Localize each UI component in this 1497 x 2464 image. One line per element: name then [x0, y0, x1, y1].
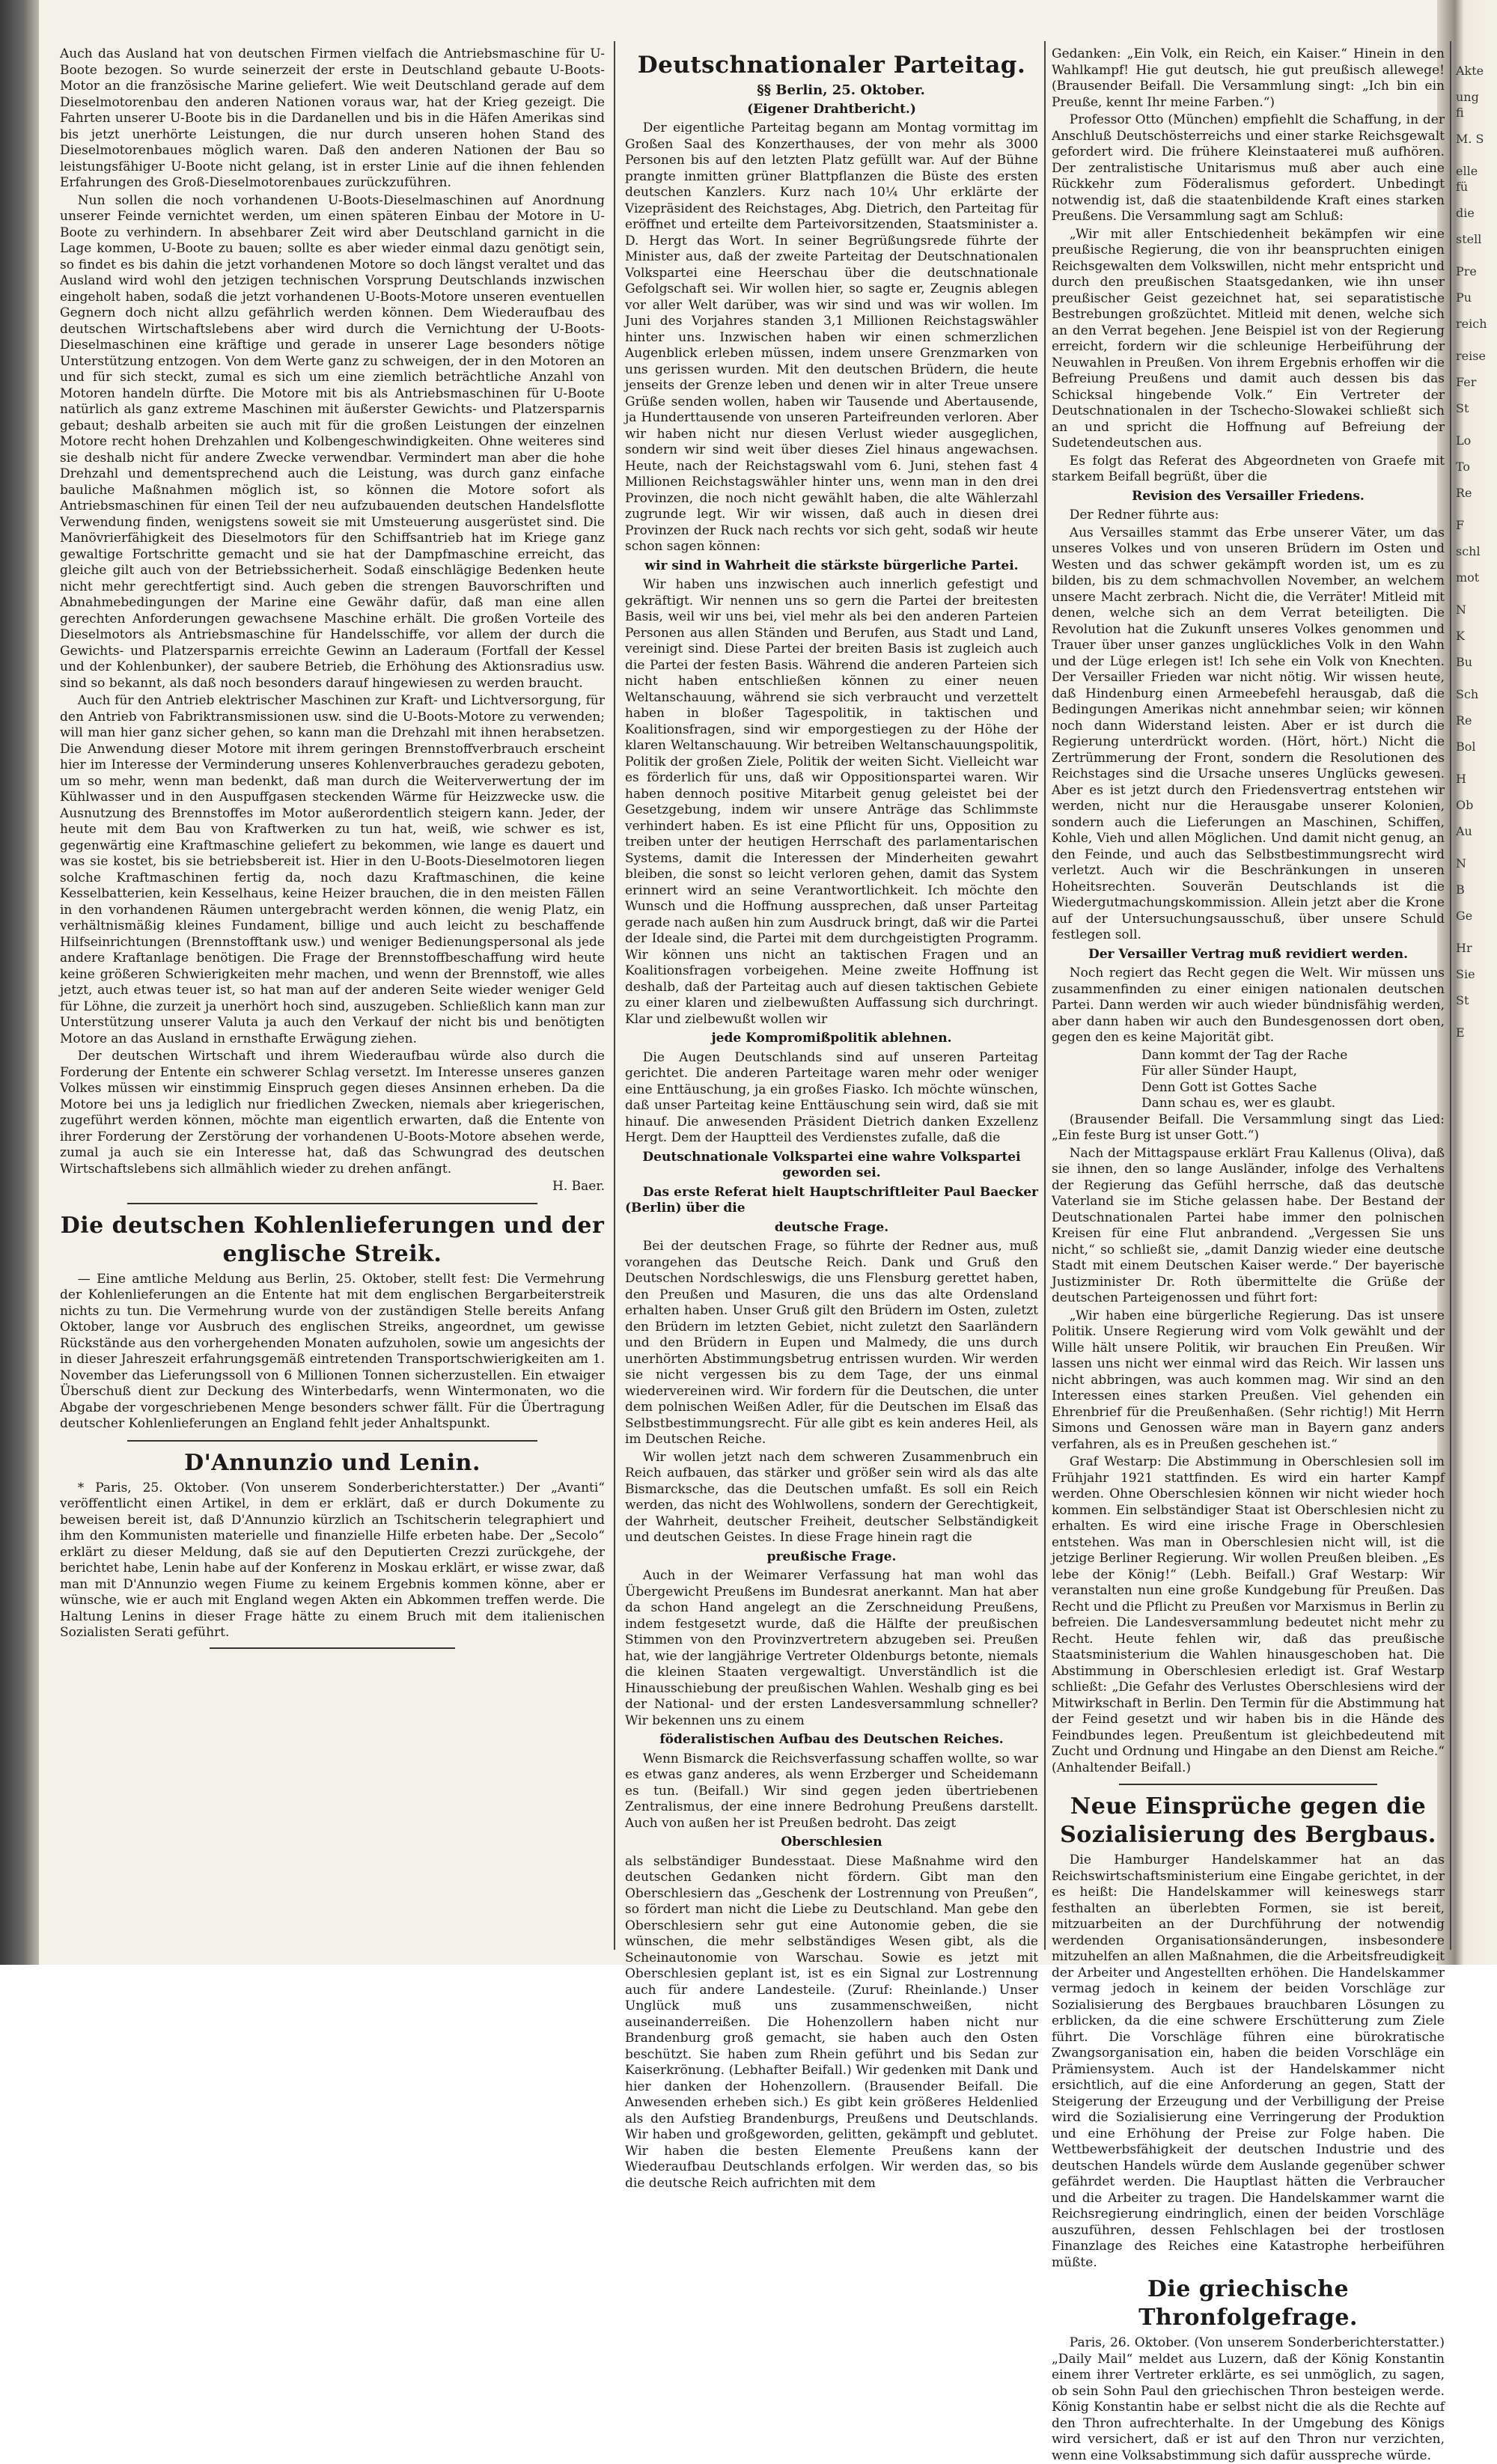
article-paragraph: Bei der deutschen Frage, so führte der Redner aus, muß vorangehen das Deutsche Reich. Dank und Gruß den Deutschen Nordschleswigs, die uns Flensburg gerettet haben, den Preußen und Masuren, die uns das alte Ordensland erhalten haben. Unser Gruß gilt den Brüdern im Osten, zuletzt den Brüdern im letzten Gebiet, nicht zuletzt den Saarländern und den Brüdern in Eupen und Malmedy, die uns durch unerhörten Abstimmungsbetrug entrissen wurden. Wir werden sie nicht vergessen bis zu dem Tage, der uns einmal wiedervereinen wird. Wir fordern für die Deutschen, die unter dem polnischen Weißen Adler, für die Deutschen im Elsaß das Selbstbestimmungsrecht. Für alle gibt es kein anderes Heil, als im Deutschen Reiche.: [625, 1239, 1038, 1447]
article-paragraph: Noch regiert das Recht gegen die Welt. Wir müssen uns zusammenfinden zu einer einigen nationalen deutschen Partei. Dann werden wir auch wieder bündnisfähig werden, aber dann haben wir auch den Bundesgenossen dort oben, gegen den es keine Majorität gibt.: [1052, 966, 1445, 1045]
article-paragraph: „Wir haben eine bürgerliche Regierung. Das ist unsere Politik. Unsere Regierung wird vom Volk gewählt und der Wille hält unsere Politik, wir brauchen Ein Preußen. Wir lassen uns nicht wer einmal wird das Reich. Wir lassen uns nicht abbringen, was auch kommen mag. Wir sind an den Interessen eines starken Preußen. Viel gehenden ein Ehrenbrief für die Preußenhaßen. (Sehr richtig!) Mit Herrn Simons und Genossen wäre man in Bayern ganz anders verfahren, als es in Preußen geschehen ist.“: [1052, 1308, 1445, 1452]
article-paragraph: Auch für den Antrieb elektrischer Maschinen zur Kraft- und Lichtversorgung, für den Antrieb von Fabriktransmissionen usw. sind die U-Boots-Motore zu verwenden; will man hier ganz sicher gehen, so kann man die Drehzahl mit ihnen herabsetzen. Die Anwendung dieser Motore mit ihrem geringen Brennstoffverbrauch erscheint hier im Interesse der Verminderung unseres Kohlenverbrauches geradezu geboten, um so mehr, wenn man bedenkt, daß man durch die Weiterverwertung der im Kühlwasser und in den Auspuffgasen steckenden Wärme für Heizzwecke usw. die Ausnutzung des Brennstoffes im Motor außerordentlich steigern kann. Jeder, der heute mit dem Bau von Kraftwerken zu tun hat, weiß, wie schwer es ist, gegenwärtig eine Kraftmaschine geliefert zu bekommen, wie lange es dauert und was sie kostet, bis sie betriebsbereit ist. Hier in den U-Boots-Dieselmotoren liegen solche Kraftmaschinen fertig da, noch dazu Kraftmaschinen, die keine Kesselbatterien, kein Kesselhaus, keine Heizer brauchen, die in den meisten Fällen in den vorhandenen Räumen untergebracht werden können, die wenig Platz, ein verhältnismäßig kleines Fundament, billige und auch leicht zu beschaffende Hilfseinrichtungen (Brennstofftank usw.) und weniger Bedienungspersonal als jede andere Kraftanlage benötigen. Die Frage der Brennstoffbeschaffung wird heute keine größeren Schwierigkeiten mehr machen, und wenn der Brennstoff, wie alles jetzt, auch etwas teuer ist, so hat man auf der anderen Seite wieder weniger Geld für Löhne, die zurzeit ja unerhört hoch sind, auszugeben. Schließlich kann man zur Unterstützung unserer Valuta ja auch den Verkauf der nicht bis und benötigten Motore an das Ausland in ernsthafte Erwägung ziehen.: [60, 693, 605, 1046]
section-subheading: Revision des Versailler Friedens.: [1132, 488, 1365, 504]
article-separator: [127, 1440, 537, 1442]
article-paragraph: Der deutschen Wirtschaft und ihrem Wiederaufbau würde also durch die Forderung der Entente ein schwerer Schlag versetzt. Im Interesse unseres ganzen Volkes müssen wir einstimmig Einspruch gegen dieses Ansinnen erheben. Da die Motore bei uns ja lediglich nur friedlichen Zwecken, niemals aber kriegerischen, zugeführt werden können, möchte man eigentlich erwarten, daß die Entente von ihrer Forderung der Zerstörung der vorhandenen U-Boots-Motore absehen werde, zumal ja auch sie ein Interesse hat, daß das Schwungrad des deutschen Wirtschaftslebens sich allmählich wieder zu drehen anfängt.: [60, 1049, 605, 1177]
article-paragraph: Wenn Bismarck die Reichsverfassung schaffen wollte, so war es etwas ganz anderes, als wenn Erzberger und Scheidemann es tun. (Beifall.) Wir sind gegen jeden übertriebenen Zentralismus, der eine innere Bedrohung Preußens darstellt. Auch von außen her ist Preußen bedroht. Das zeigt: [625, 1751, 1038, 1831]
cutoff-text-fragment: Bu: [1456, 655, 1473, 669]
cutoff-text-fragment: M. S: [1456, 132, 1484, 146]
cutoff-text-fragment: Ge: [1456, 909, 1473, 923]
emphasis-line: Deutschnationale Volkspartei eine wahre Volkspartei geworden sei.: [642, 1149, 1021, 1180]
column-2: [625, 46, 1038, 2191]
article-separator: [1119, 1784, 1377, 1785]
dateline: §§ Berlin, 25. Oktober.: [757, 82, 925, 98]
coal-headline: Die deutschen Kohlenlieferungen und der englische Streik.: [60, 1212, 605, 1267]
article-paragraph: „Wir mit aller Entschiedenheit bekämpfen wir eine preußische Regierung, die von ihr beanspruchten einigen Reichsgewalten dem Volkswillen, nicht mehr entspricht und durch den preußischen Staatsgedanken, wie ihn unser preußischer Geist gezeichnet hat, sei separatistische Bestrebungen großzüchtet. Mitleid mit denen, welche sich an den Verrat begehen. Jene Beispiel ist von der Regierung erreicht, fordern wir die schleunige Herbeiführung der Neuwahlen in Preußen. Von ihrem Ergebnis erhoffen wir die Befreiung Preußens und damit auch dessen bis das Schicksal hingebende Volk.“ Ein Vertreter der Deutschnationalen in der Tschecho-Slowakei schließt sich an und spricht die Hoffnung auf Befreiung der Sudetendeutschen aus.: [1052, 226, 1445, 451]
cutoff-text-fragment: St: [1456, 401, 1469, 415]
article-paragraph: (Brausender Beifall. Die Versammlung singt das Lied: „Ein feste Burg ist unser Gott.“): [1052, 1111, 1445, 1143]
cutoff-text-fragment: Re: [1456, 486, 1472, 500]
cutoff-text-fragment: ung fi: [1456, 90, 1479, 120]
thronfolge-headline: Die griechische Thronfolgefrage.: [1138, 2276, 1358, 2331]
emphasis-line: Der Versailler Vertrag muß revidiert werden.: [1088, 946, 1409, 962]
article-paragraph: Professor Otto (München) empfiehlt die Schaffung, in der Anschluß Deutschösterreichs und einer starke Reichsgewalt gefordert wird. Die frühere Kleinstaaterei muß aufhören. Der zentralistische Unitarismus muß aber auch eine Rückkehr zum Föderalismus gefordert. Unbedingt notwendig ist, daß die staatenbildende Kraft eines starken Preußens. Die Versammlung sagt am Schluß:: [1052, 112, 1445, 224]
cutoff-text-fragment: reich: [1456, 317, 1487, 331]
column-4-cutoff: [1456, 46, 1487, 1942]
article-paragraph: als selbständiger Bundesstaat. Diese Maßnahme wird den deutschen Gedanken nicht fördern. Gibt man den Oberschlesiern das „Geschenk der Lostrennung von Preußen“, so fördert man nicht die Liebe zu Deutschland. Man gebe den Oberschlesiern sehr gut eine Autonomie geben, die sie wünschen, die mehr selbständiges Wesen gibt, als die Scheinautonomie von Warschau. Sowie es jetzt mit Oberschlesien geplant ist, ist es ein Signal zur Lostrennung auch für andere Landesteile. (Zuruf: Rheinlande.) Unser Unglück muß uns zusammenschweißen, nicht auseinanderreißen. Die Hohenzollern haben nicht nur Brandenburg groß gemacht, sie haben auch den Osten beschützt. Sie haben zum Rhein geführt und bis Sedan zur Kaiserkrönung. (Lebhafter Beifall.) Wir gedenken mit Dank und hier danken der Hohenzollern. (Brausender Beifall. Die Anwesenden erheben sich.) Es gibt kein größeres Heldenlied als den Aufstieg Brandenburgs, Preußens und Deutschlands. Wir haben und großgeworden, gelitten, gekämpft und geblutet. Wir haben die besten Elemente Preußens kann der Wiederaufbau Deutschlands erfolgen. Wir werden das, so bis die deutsche Reich aufrichten mit dem: [625, 1853, 1038, 2191]
article-paragraph: Die Augen Deutschlands sind auf unseren Parteitag gerichtet. Die anderen Parteitage waren mehr oder weniger eine Enttäuschung, ja ein großes Fiasko. Ich möchte wünschen, daß unser Parteitag keine Enttäuschung sein wird, daß sie mit hinauf. Die anwesenden Präsident Dietrich danken Exzellenz Hergt. Dem der Hauptteil des Verdienstes zufalle, daß die: [625, 1049, 1038, 1145]
emphasis-line: föderalistischen Aufbau des Deutschen Reiches.: [659, 1732, 1004, 1747]
section-subheading: deutsche Frage.: [774, 1219, 889, 1235]
column-1: [60, 46, 605, 1942]
article-paragraph: Gedanken: „Ein Volk, ein Reich, ein Kaiser.“ Hinein in den Wahlkampf! Hie gut deutsch, hie gut preußisch allewege! (Brausender Beifall. Die Versammlung singt: „Ich bin ein Preuße, kennt Ihr meine Farben.“): [1052, 46, 1445, 110]
subline: (Eigener Drahtbericht.): [747, 101, 916, 117]
cutoff-text-fragment: Pu: [1456, 290, 1472, 305]
cutoff-text-fragment: elle fü: [1456, 164, 1478, 194]
bergbau-headline: Neue Einsprüche gegen die Sozialisierung des Bergbaus.: [1060, 1793, 1436, 1848]
cutoff-text-fragment: schl: [1456, 544, 1481, 558]
cutoff-text-fragment: Lo: [1456, 433, 1472, 448]
cutoff-text-fragment: E: [1456, 1025, 1465, 1040]
verse-line: Dann schau es, wer es glaubt.: [1141, 1096, 1336, 1111]
cutoff-text-fragment: Re: [1456, 713, 1472, 728]
article-paragraph: Auch das Ausland hat von deutschen Firmen vielfach die Antriebsmaschine für U-Boote bezogen. So wurde seinerzeit der erste in Deutschland gebaute U-Boots-Motor an die französische Marine geliefert. Wie weit Deutschland gerade auf dem Dieselmotorenbau den anderen Nationen voraus war, hat der Krieg gezeigt. Die Fahrten unserer U-Boote bis in die Dardanellen und bis in die Häfen Amerikas sind bis jetzt unerhörte Leistungen, die nur durch unseren hohen Stand des Dieselmotorenbaues möglich waren. Daß den anderen Nationen der Bau so leistungsfähiger U-Boote nicht gelang, ist in erster Linie auf die ihnen fehlenden Erfahrungen des Groß-Dieselmotorenbaues zurückzuführen.: [60, 46, 605, 190]
cutoff-text-fragment: St: [1456, 993, 1469, 1007]
column-3: [1052, 46, 1445, 2463]
column-divider: [1450, 41, 1451, 1950]
cutoff-text-fragment: Hr: [1456, 941, 1472, 955]
verse-line: Dann kommt der Tag der Rache: [1141, 1047, 1348, 1063]
article-paragraph: Nach der Mittagspause erklärt Frau Kallenus (Oliva), daß sie ihnen, den so lange Ausländer, infolge des Verhaltens der Regierung das Gefühl herrsche, daß das deutsche Vaterland sie im Stiche gelassen habe. Der Bestand der Deutschnationalen Partei habe immer den polnischen Kreisen für eine Flut anbrandend. „Vergessen Sie uns nicht,“ so schließt sie, „damit Danzig wieder eine deutsche Stadt mit einem Deutschen Kaiser werde.“ Der bayerische Justizminister Dr. Roth übermittelte die Grüße der deutschen Parteigenossen und führt fort:: [1052, 1145, 1445, 1305]
cutoff-text-fragment: Akte: [1456, 64, 1484, 78]
cutoff-text-fragment: Ob: [1456, 798, 1474, 812]
article-paragraph: Der Redner führte aus:: [1069, 507, 1219, 522]
cutoff-text-fragment: Fer: [1456, 375, 1477, 389]
article-paragraph: Wir wollen jetzt nach dem schweren Zusammenbruch ein Reich aufbauen, das stärker und größer sein wird als das alte Bismarcksche, das die Deutschen umfaßt. Es soll ein Reich werden, das nicht des Wohlwollens, sondern der Gerechtigkeit, der Wahrheit, deutscher Freiheit, deutscher Selbständigkeit und deutschen Geistes. In diese Frage hinein ragt die: [625, 1449, 1038, 1545]
article-paragraph: Das erste Referat hielt Hauptschriftleiter Paul Baecker (Berlin) über die: [625, 1184, 1038, 1216]
cutoff-text-fragment: reise: [1456, 349, 1486, 363]
dannunzio-headline: D'Annunzio und Lenin.: [184, 1449, 481, 1476]
cutoff-text-fragment: B: [1456, 882, 1465, 897]
article-paragraph: Nun sollen die noch vorhandenen U-Boots-Dieselmaschinen auf Anordnung unserer Feinde vernichtet werden, um einen späteren Einbau der Motore in U-Boote zu verhindern. In absehbarer Zeit wird aber Deutschland garnicht in die Lage kommen, U-Boote zu bauen; sollte es aber wieder einmal dazu genötigt sein, so findet es bis dahin die jetzt vorhandenen Motore so doch längst veraltet und das Ausland wird wohl den jetzigen technischen Vorsprung Deutschlands inzwischen eingeholt haben, sodaß die jetzt vorhandenen U-Boots-Motore unseren eventuellen Gegnern doch nicht allzu gefährlich werden können. Dem Wiederaufbau des deutschen Wirtschaftslebens aber wird durch die Vernichtung der U-Boots-Dieselmaschinen eine kräftige und gerade in unserer Lage besonders nötige Unterstützung entzogen. Von dem Werte ganz zu schweigen, der in den Motoren an und für sich steckt, zumal es sich um eine ziemlich beträchtliche Anzahl von Motoren handeln dürfte. Die Motore mit bis als Antriebsmaschinen für U-Boote natürlich als ganz extreme Maschinen mit äußerster Gewichts- und Platzersparnis gebaut; deshalb arbeiten sie auch mit für die großen Leistungen der einzelnen Motore recht hohen Drehzahlen und Kolbengeschwindigkeiten. Ohne weiteres sind sie deshalb nicht für andere Zwecke verwendbar. Vermindert man aber die hohe Drehzahl und dementsprechend auch die Leistung, was durch ganz einfache bauliche Maßnahmen möglich ist, so können die Motore sofort als Antriebsmaschinen für einen Teil der neu aufzubauenden deutschen Handelsflotte Verwendung finden, wenigstens soweit sie mit Umsteuerung ausgerüstet sind. Die Manövrierfähigkeit des Dieselmotors für den Schiffsantrieb hat im Kriege ganz gewaltige Fortschritte gemacht und sie hat der Dampfmaschine erreicht, das gleiche gilt auch von der Betriebssicherheit. Sodaß einschlägige Bedenken heute nicht mehr gerechtfertigt sind. Auch geben die strengen Bauvorschriften und Abnahmebedingungen der Marine eine Gewähr dafür, daß man eine allen gerechten Anforderungen gewachsene Maschine erhält. Die großen Vorteile des Dieselmotors als Antriebsmaschine für Handelsschiffe, vor allem der durch die Gewichts- und Platzersparnis erreichte Gewinn an Laderaum (Fortfall der Kessel und der Kohlenbunker), der saubere Betrieb, die Erhöhung des Aktionsradius usw. sind so bekannt, als daß noch besonders darauf hingewiesen zu werden braucht.: [60, 192, 605, 691]
cutoff-text-fragment: N: [1456, 856, 1466, 870]
article-separator: [210, 1647, 455, 1649]
article-paragraph: * Paris, 25. Oktober. (Von unserem Sonderberichterstatter.) Der „Avanti“ veröffentlicht einen Artikel, in dem er erklärt, daß er durch Dokumente zu beweisen bereit ist, daß D'Annunzio kürzlich an Tschitscherin telegraphiert und ihm den Kommunisten materielle und finanzielle Hilfe erbeten habe. Der „Secolo“ erklärt zu dieser Meldung, daß sie auf den Deputierten Crezzi zurückgehe, der berichtet habe, Lenin habe auf der Konferenz in Moskau erklärt, er wisse zwar, daß man mit D'Annunzio wegen Fiume zu keinem Ergebnis kommen könne, aber er wünsche, wie er auch mit England wegen Akten ein Abkommen treffen werde. Die Haltung Lenins in dieser Frage hätte zu einem Bruch mit dem italienischen Sozialisten Serati geführt.: [60, 1480, 605, 1640]
parteitag-headline: Deutschnationaler Parteitag.: [637, 52, 1026, 79]
emphasis-line: jede Kompromißpolitik ablehnen.: [711, 1031, 952, 1046]
cutoff-text-fragment: mot: [1456, 570, 1480, 585]
article-paragraph: Es folgt das Referat des Abgeordneten von Graefe mit starkem Beifall begrüßt, über die: [1052, 453, 1445, 484]
column-divider: [614, 41, 615, 1950]
cutoff-text-fragment: Au: [1456, 824, 1472, 838]
cutoff-text-fragment: Pre: [1456, 264, 1477, 278]
verse-line: Für aller Sünder Haupt,: [1141, 1064, 1297, 1079]
verse-line: Denn Gott ist Gottes Sache: [1141, 1079, 1317, 1095]
article-paragraph: Aus Versailles stammt das Erbe unserer Väter, um das unseres Volkes und von unseren Brüdern im Osten und Westen und das schwer gekämpft worden ist, um es zu bilden, bis zu dem schmachvollen November, an welchem unsere Macht zerbrach. Nicht die, die Verräter! Mitleid mit denen, welche sich an dem Verrat beteiligten. Die Revolution hat die Zukunft unseres Volkes genommen und Trauer über unser ganzes unglückliches Volk in den Wahn und der Lüge erlegen ist! Ich sehe ein Volk von Knechten. Der Versailler Frieden war nicht nötig. Wir wissen heute, daß Hindenburg einen Armeebefehl herausgab, daß die Bedingungen Amerikas nicht annehmbar seien; wir können noch dann Widerstand leisten. Aber er ist durch die Regierung unterdrückt worden. (Hört, hört.) Nicht die Zertrümmerung der Front, sondern die Resolutionen des Reichstages sind die Ursache unseres Unglücks gewesen. Aber es ist jetzt durch den Friedensvertrag entstehen wir werden, nicht nur die Herausgabe unserer Kolonien, sondern auch die Lieferungen an Maschinen, Schiffen, Kohle, Vieh und allen Möglichen. Und damit nicht genug, an den Feinde, und auch das Selbstbestimmungsrecht wird verletzt. Auch wir die Beschränkungen in unseren Hoheitsrechten. Souverän Deutschlands ist die Wiedergutmachungskommission. Allein jetzt aber die Krone auf der Untersuchungsausschuß, über unsere Schuld festlegen soll.: [1052, 525, 1445, 942]
cutoff-text-fragment: H: [1456, 772, 1466, 786]
article-paragraph: Wir haben uns inzwischen auch innerlich gefestigt und gekräftigt. Wir nennen uns so gern die Partei der breitesten Basis, weil wir uns bei, viel mehr als bei den anderen Parteien Personen aus allen Ständen und Berufen, aus Stadt und Land, vereinigt sind. Diese Partei der breiten Basis ist zugleich auch die Partei der festen Basis. Während die anderen Parteien sich nicht haben entschließen können zu einer neuen Weltanschauung, während sie sich verbraucht und verzettelt haben in bloßer Tagespolitik, in taktischen und Koalitionsfragen, sind wir emporgestiegen zu der Höhe der klaren Weltanschauung. Wir betreiben Weltanschauungspolitik, Politik der großen Ziele, Politik der weiten Sicht. Vielleicht war es förderlich für uns, daß wir Oppositionspartei waren. Wir haben dennoch positive Mitarbeit genug geleistet bei der Gesetzgebung, indem wir unsere Anträge das Schlimmste verhindert haben. Es ist eine Pflicht für uns, Opposition zu treiben unter der heutigen Herrschaft des parlamentarischen Systems, damit die Interessen der Minderheiten gewahrt bleiben, die sonst so leicht verloren gehen, damit das System erinnert wird an seine Verantwortlichkeit. Ich möchte den Wunsch und die Hoffnung aussprechen, daß unser Parteitag gerade nach außen hin zum Ausdruck bringt, daß wir die Partei der Ideale sind, die Partei mit dem durchgeistigten Programm. Wir können uns nicht an taktischen Fragen und an Koalitionsfragen vorbeigehen. Meine zweite Hoffnung ist deshalb, daß der Parteitag auch auf diesen taktischen Gebiete zu einer klaren und zielbewußten Auffassung sich durchringt. Klar und zielbewußt wollen wir: [625, 577, 1038, 1027]
cutoff-text-fragment: Bol: [1456, 739, 1476, 754]
article-paragraph: Graf Westarp: Die Abstimmung in Oberschlesien soll im Frühjahr 1921 stattfinden. Es wird ein harter Kampf werden. Ohne Oberschlesien können wir nicht wieder hoch kommen. Ein selbständiger Staat ist Oberschlesien nicht zu erhalten. Es wird eine irische Frage in Oberschlesien entstehen. Was man in Oberschlesien nicht will, ist die jetzige Berliner Regierung. Wir wollen Preußen bleiben. „Es lebe der König!“ (Lebh. Beifall.) Graf Westarp: Wir veranstalten nun eine große Kundgebung für Preußen. Das Recht und die Pflicht zu Preußen vor Marxismus in Berlin zu befreien. Die Landesversammlung bedeutet nicht mehr zu Recht. Heute fehlen wir, daß das preußische Staatsministerium die Wahlen hinausgeschoben hat. Die Abstimmung in Oberschlesien erledigt ist. Graf Westarp schließt: „Die Gefahr des Verlustes Oberschlesiens wird der Mitwirkschaft in Berlin. Den Termin für die Abstimmung hat der Feind gesetzt und wir haben bis in die Hände des Feindbundes legen. Preußentum ist gleichbedeutend mit Zucht und Ordnung und Hingabe an den Dienst am Reiche.“ (Anhaltender Beifall.): [1052, 1454, 1445, 1775]
emphasis-line: wir sind in Wahrheit die stärkste bürgerliche Partei.: [644, 558, 1019, 573]
cutoff-text-fragment: K: [1456, 629, 1465, 643]
cutoff-text-fragment: Sie: [1456, 967, 1475, 981]
article-paragraph: — Eine amtliche Meldung aus Berlin, 25. Oktober, stellt fest: Die Vermehrung der Kohlenlieferungen an die Entente hat mit dem englischen Bergarbeiterstreik nichts zu tun. Die Vermehrung wurde von der zuständigen Stelle bereits Anfang Oktober, lange vor Ausbruch des englischen Streiks, angeordnet, um gewisse Rückstände aus den vorhergehenden Monaten aufzuholen, sowie um angesichts der in dieser Jahreszeit erfahrungsgemäß eintretenden Transportschwierigkeiten am 1. November das Lieferungssoll von 6 Millionen Tonnen sicherzustellen. Ein etwaiger Überschuß dient zur Deckung des Winterbedarfs, wenn Wintermonaten, wo die Abgabe der vorgeschriebenen Menge besonders schwer fällt. Für die Übertragung deutscher Kohlenlieferungen an England fehlt jeder Anhaltspunkt.: [60, 1271, 605, 1431]
cutoff-text-fragment: N: [1456, 603, 1466, 617]
article-paragraph: Auch in der Weimarer Verfassung hat man wohl das Übergewicht Preußens im Bundesrat anerkannt. Man hat aber da schon Hand angelegt an die Zerschneidung Preußens, indem festgesetzt wurde, daß die Hälfte der preußischen Stimmen von den Provinzvertretern abzugeben sei. Preußen hat, wie der langjährige Vertreter Oldenburgs betonte, niemals die kleinen Staaten vergewaltigt. Unverständlich ist die Hinausschiebung der preußischen Wahlen. Weshalb ging es bei der National- und der ersten Landesversammlung schneller? Wir bekennen uns zu einem: [625, 1568, 1038, 1728]
article-separator: [127, 1203, 537, 1204]
cutoff-text-fragment: die: [1456, 206, 1475, 220]
author-signature: H. Baer.: [552, 1179, 605, 1194]
section-subheading: preußische Frage.: [766, 1549, 897, 1564]
article-paragraph: Paris, 26. Oktober. (Von unserem Sonderberichterstatter.) „Daily Mail“ meldet aus Luzern, daß der König Konstantin einem ihrer Vertreter erklärte, es sei unmöglich, zu sagen, ob sein Sohn Paul den griechischen Thron besteigen werde. König Konstantin habe er selbst nicht die als die Rechte auf den Thron aufrechterhalte. In der Umgebung des Königs wird versichert, daß er ist auf den Thron nur verzichten, wenn eine Volksabstimmung sich dafür ausspreche würde.: [1052, 2335, 1445, 2463]
column-divider: [1044, 41, 1046, 1950]
cutoff-text-fragment: Sch: [1456, 687, 1479, 701]
cutoff-text-fragment: stell: [1456, 232, 1482, 246]
binding-gutter: [0, 0, 39, 1965]
cutoff-text-fragment: F: [1456, 518, 1465, 532]
cutoff-text-fragment: To: [1456, 460, 1471, 474]
section-subheading: Oberschlesien: [781, 1835, 882, 1849]
article-paragraph: Der eigentliche Parteitag begann am Montag vormittag im Großen Saal des Konzerthauses, der von mehr als 3000 Personen bis auf den letzten Platz gefüllt war. Auf der Bühne prangte inmitten grüner Blattpflanzen die Büste des ersten deutschen Kanzlers. Kurz nach 10¼ Uhr erklärte der Vizepräsident des Reichstages, Abg. Dietrich, den Parteitag für eröffnet und erteilte dem Parteivorsitzenden, Staatsminister a. D. Hergt das Wort. In seiner Begrüßungsrede führte der Minister aus, daß der zweite Parteitag der Deutschnationalen Volkspartei eine Heerschau über die deutschnationale Gefolgschaft sei. Wir wollen hier, so sagte er, Zeugnis ablegen vor aller Welt darüber, was wir sind und was wir wollen. Im Juni des Vorjahres standen 3,1 Millionen Reichstagswähler hinter uns. Inzwischen haben wir einen schmerzlichen Augenblick erleben müssen, indem unsere Grenzmarken von uns gerissen wurden. Mit den deutschen Brüdern, die heute jenseits der Grenze leben und denen wir in alter Treue unsere Grüße senden wollen, haben wir Tausende und Abertausende, ja Hunderttausende von unseren Parteifreunden verloren. Aber wir haben nicht nur diesen Verlust wieder ausgeglichen, sondern wir sind weit über dieses Ziel hinaus angewachsen. Heute, nach der Reichstagswahl vom 6. Juni, stehen fast 4 Millionen Reichstagswähler hinter uns, wenn man in den drei Provinzen, die noch nicht gewählt haben, die alte Wählerzahl zugrunde legt. Wir wir wissen, daß auch in diesen drei Provinzen der Ruck nach rechts vor sich geht, sodaß wir heute schon sagen können:: [625, 121, 1038, 554]
article-paragraph: Die Hamburger Handelskammer hat an das Reichswirtschaftsministerium eine Eingabe gerichtet, in der es heißt: Die Handelskammer will keineswegs starr festhalten an überlebten Formen, sie ist bereit, mitzuarbeiten an der Durchführung der notwendig werdenden Organisationsänderungen, insbesondere mitzuhelfen an allen Maßnahmen, die die Arbeitsfreudigkeit der Arbeiter und Angestellten erhöhen. Die Handelskammer vermag jedoch in keinem der beiden Vorschläge zur Sozialisierung des Bergbaues brauchbaren Lösungen zu erblicken, da die eine schwere Erschütterung zum Ziele führt. Die Vorschläge führen eine bürokratische Zwangsorganisation ein, haben die beiden Vorschläge ein Prämiensystem. Auch ist der Handelskammer nicht ersichtlich, auf die eine Anforderung an gegen, Statt der Steigerung der Erzeugung und der Verbilligung der Preise wird die Sozialisierung eine Verringerung der Produktion und eine Erhöhung der Preise zur Folge haben. Die Wettbewerbsfähigkeit der deutschen Industrie und des deutschen Handels würde dem Auslande gegenüber schwer gefährdet werden. Die Hauptlast hätten die Verbraucher und die Arbeiter zu tragen. Die Handelskammer warnt die Reichsregierung eindringlich, einen der beiden Vorschläge auszuführen, dessen Fehlschlagen bei der trostlosen Finanzlage des Reiches eine Katastrophe herbeiführen müßte.: [1052, 1852, 1445, 2270]
